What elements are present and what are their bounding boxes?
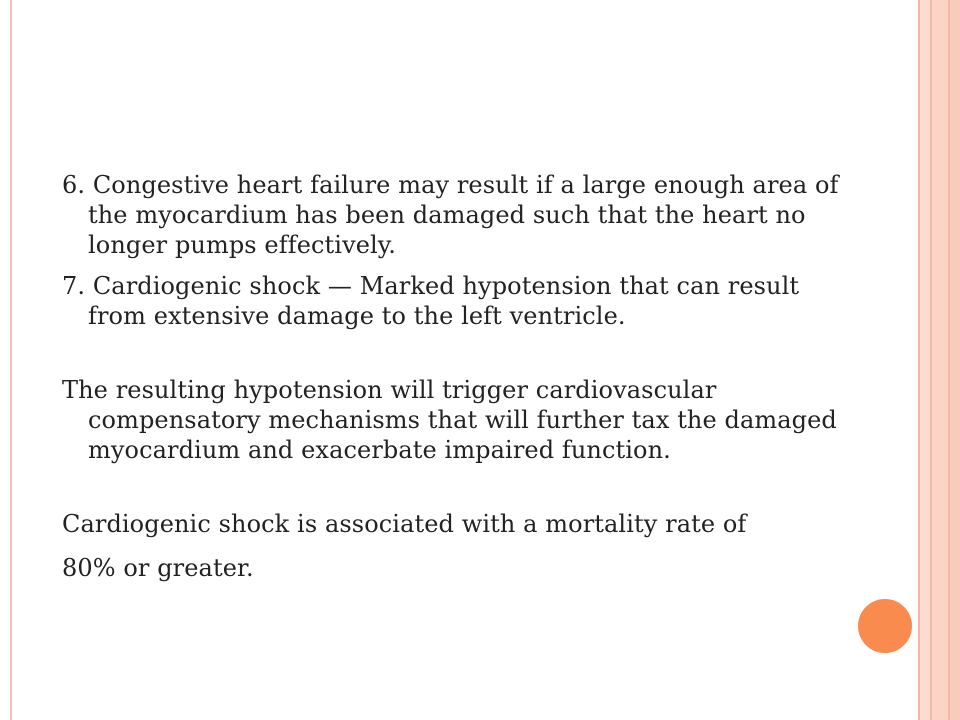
slide-body [62,170,842,583]
paragraph-cardiogenic-shock: 7. Cardiogenic shock — Marked hypotension that can result from extensive damage to the left ventricle. [62,272,800,330]
right-border-stripe [932,0,948,720]
paragraph-mortality-rate: Cardiogenic shock is associated with a mortality rate of [62,510,747,538]
paragraph-congestive-heart-failure: 6. Congestive heart failure may result if a large enough area of the myocardium has been damaged such that the heart no longer pumps effectively. [62,171,839,259]
decorative-circle [856,597,914,655]
left-border-line [10,0,12,720]
right-border-stripe [920,0,930,720]
right-border-stripe [950,0,960,720]
paragraph-mortality-value: 80% or greater. [62,554,254,582]
paragraph-resulting-hypotension: The resulting hypotension will trigger cardiovascular compensatory mechanisms that will further tax the damaged myocardium and exacerbate impaired function. [62,376,837,464]
